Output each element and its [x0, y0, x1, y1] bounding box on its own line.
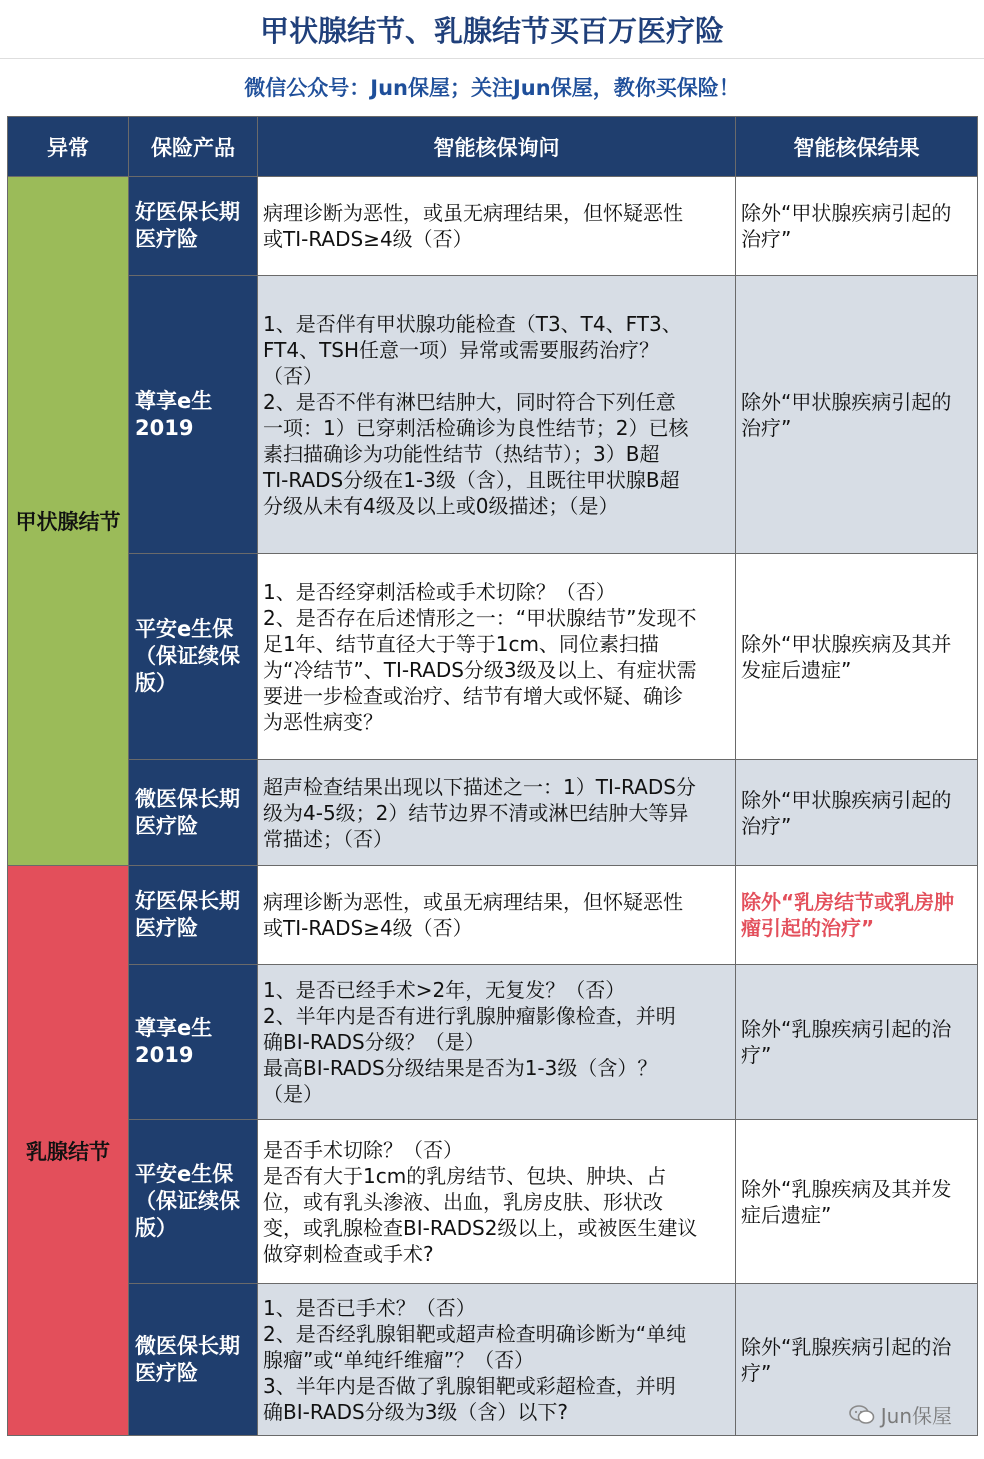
table-row	[8, 177, 978, 276]
question-cell: 病理诊断为恶性，或虽无病理结果，但怀疑恶性 或TI-RADS≥4级（否）	[258, 866, 736, 965]
header-product: 保险产品	[129, 117, 258, 177]
product-cell: 平安e生保 （保证续保 版）	[129, 554, 258, 760]
result-cell: 除外“甲状腺疾病及其并 发症后遗症”	[736, 554, 978, 760]
product-cell: 微医保长期 医疗险	[129, 1284, 258, 1436]
wechat-icon	[849, 1405, 875, 1425]
category-thyroid: 甲状腺结节	[8, 177, 129, 866]
page-title: 甲状腺结节、乳腺结节买百万医疗险	[0, 0, 984, 59]
question-cell: 病理诊断为恶性，或虽无病理结果，但怀疑恶性 或TI-RADS≥4级（否）	[258, 177, 736, 276]
result-cell: 除外“乳腺疾病引起的治 疗”	[736, 1284, 978, 1436]
product-cell: 尊享e生 2019	[129, 965, 258, 1120]
page-subtitle: 微信公众号：Jun保屋；关注Jun保屋，教你买保险！	[244, 76, 740, 100]
result-cell: 除外“乳腺疾病引起的治 疗”	[736, 965, 978, 1120]
result-cell: 除外“甲状腺疾病引起的 治疗”	[736, 276, 978, 554]
table-header-row	[8, 117, 978, 177]
question-cell: 1、是否已手术？（否） 2、是否经乳腺钼靶或超声检查明确诊断为“单纯 腺瘤”或“单纯纤维瘤”？（否） 3、半年内是否做了乳腺钼靶或彩超检查，并明 确BI-RADS分级为3级（含）以下?	[258, 1284, 736, 1436]
product-cell: 尊享e生 2019	[129, 276, 258, 554]
product-cell: 平安e生保 （保证续保 版）	[129, 1120, 258, 1284]
product-cell: 好医保长期 医疗险	[129, 866, 258, 965]
question-cell: 超声检查结果出现以下描述之一：1）TI-RADS分 级为4-5级；2）结节边界不清或淋巴结肿大等异 常描述；（否）	[258, 760, 736, 866]
table-row	[8, 1120, 978, 1284]
result-cell: 除外“甲状腺疾病引起的 治疗”	[736, 760, 978, 866]
table-row	[8, 965, 978, 1120]
question-cell: 是否手术切除？（否） 是否有大于1cm的乳房结节、包块、肿块、占 位，或有乳头渗液、出血，乳房皮肤、形状改 变，或乳腺检查BI-RADS2级以上，或被医生建议 做穿刺检查或手术?	[258, 1120, 736, 1284]
watermark-text: Jun保屋	[880, 1404, 952, 1428]
header-result: 智能核保结果	[736, 117, 978, 177]
product-cell: 好医保长期 医疗险	[129, 177, 258, 276]
table-row	[8, 1284, 978, 1436]
table-row	[8, 760, 978, 866]
result-cell: 除外“甲状腺疾病引起的 治疗”	[736, 177, 978, 276]
result-cell: 除外“乳腺疾病及其并发 症后遗症”	[736, 1120, 978, 1284]
category-breast: 乳腺结节	[8, 866, 129, 1436]
product-cell: 微医保长期 医疗险	[129, 760, 258, 866]
question-cell: 1、是否经穿刺活检或手术切除？（否） 2、是否存在后述情形之一：“甲状腺结节”发现不 足1年、结节直径大于等于1cm、同位素扫描 为“冷结节”、TI-RADS分级3级及以上、有症状需 要进一步检查或治疗、结节有增大或怀疑、确诊 为恶性病变？	[258, 554, 736, 760]
question-cell: 1、是否伴有甲状腺功能检查（T3、T4、FT3、 FT4、TSH任意一项）异常或需要服药治疗？ （否） 2、是否不伴有淋巴结肿大，同时符合下列任意 一项：1）已穿刺活检确诊为良性结节；2）已核 素扫描确诊为功能性结节（热结节）；3）B超 TI-RADS分级在1-3级（含），且既往甲状腺B超 分级从未有4级及以上或0级描述；（是）	[258, 276, 736, 554]
table-row	[8, 554, 978, 760]
header-category: 异常	[8, 117, 129, 177]
header-question: 智能核保询问	[258, 117, 736, 177]
question-cell: 1、是否已经手术>2年，无复发？（否） 2、半年内是否有进行乳腺肿瘤影像检查，并明 确BI-RADS分级？（是） 最高BI-RADS分级结果是否为1-3级（含）？ （是）	[258, 965, 736, 1120]
watermark	[849, 1400, 952, 1429]
table-row	[8, 866, 978, 965]
table-row	[8, 276, 978, 554]
result-cell: 除外“乳房结节或乳房肿 瘤引起的治疗”	[736, 866, 978, 965]
insurance-table	[7, 116, 978, 1436]
